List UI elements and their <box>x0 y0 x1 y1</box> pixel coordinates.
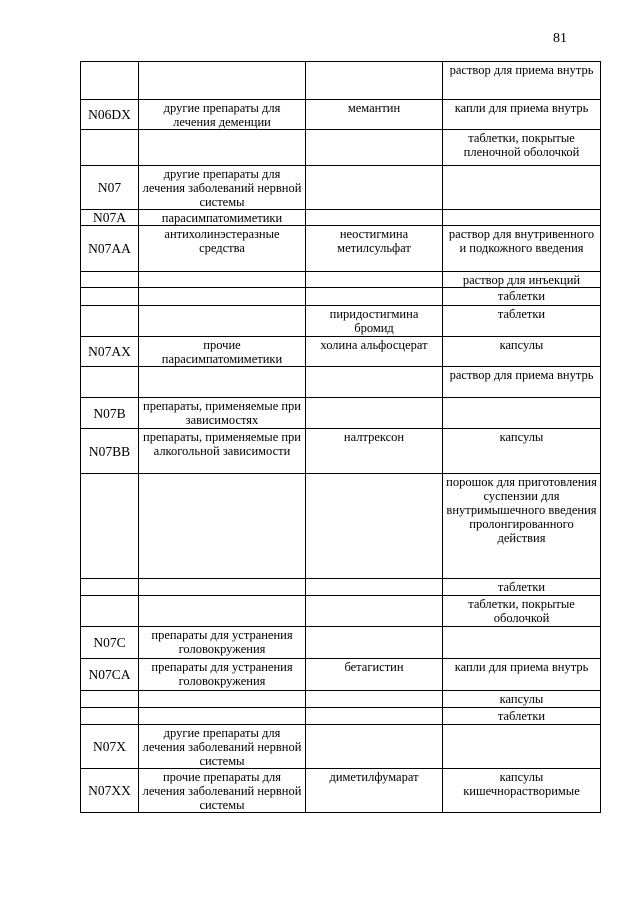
drug-name-cell: пиридостигмина бромид <box>306 306 443 337</box>
pharm-group-cell: парасимпатомиметики <box>139 210 306 226</box>
drug-table <box>80 61 601 813</box>
dosage-form-cell <box>443 627 601 659</box>
table-row <box>81 272 601 288</box>
atc-code-cell <box>81 62 139 100</box>
drug-name-cell <box>306 474 443 579</box>
dosage-form-cell: таблетки, покрытые оболочкой <box>443 596 601 627</box>
pharm-group-cell: препараты для устранения головокружения <box>139 627 306 659</box>
table-row <box>81 708 601 725</box>
atc-code-cell: N07B <box>81 398 139 429</box>
dosage-form-cell: капсулы <box>443 691 601 708</box>
drug-name-cell <box>306 725 443 769</box>
table-row <box>81 596 601 627</box>
drug-name-cell <box>306 288 443 306</box>
table-row <box>81 579 601 596</box>
atc-code-cell <box>81 579 139 596</box>
pharm-group-cell: другие препараты для лечения деменции <box>139 100 306 130</box>
dosage-form-cell: раствор для внутривенного и подкожного введения <box>443 226 601 272</box>
table-row <box>81 306 601 337</box>
dosage-form-cell <box>443 166 601 210</box>
drug-name-cell: налтрексон <box>306 429 443 474</box>
pharm-group-cell <box>139 596 306 627</box>
atc-code-cell: N07C <box>81 627 139 659</box>
table-row <box>81 627 601 659</box>
atc-code-cell <box>81 306 139 337</box>
dosage-form-cell: капсулы кишечнорастворимые <box>443 769 601 813</box>
pharm-group-cell: препараты, применяемые при алкогольной зависимости <box>139 429 306 474</box>
dosage-form-cell: таблетки <box>443 579 601 596</box>
table-row <box>81 210 601 226</box>
dosage-form-cell <box>443 210 601 226</box>
pharm-group-cell: другие препараты для лечения заболеваний нервной системы <box>139 166 306 210</box>
pharm-group-cell <box>139 691 306 708</box>
table-row <box>81 100 601 130</box>
dosage-form-cell <box>443 398 601 429</box>
table-row <box>81 691 601 708</box>
atc-code-cell <box>81 130 139 166</box>
dosage-form-cell: таблетки, покрытые пленочной оболочкой <box>443 130 601 166</box>
drug-name-cell: холина альфосцерат <box>306 337 443 367</box>
table-row <box>81 130 601 166</box>
table-row <box>81 429 601 474</box>
pharm-group-cell <box>139 367 306 398</box>
dosage-form-cell: таблетки <box>443 288 601 306</box>
dosage-form-cell: капсулы <box>443 429 601 474</box>
atc-code-cell <box>81 272 139 288</box>
atc-code-cell <box>81 596 139 627</box>
pharm-group-cell <box>139 306 306 337</box>
dosage-form-cell: раствор для инъекций <box>443 272 601 288</box>
table-row <box>81 659 601 691</box>
atc-code-cell: N06DX <box>81 100 139 130</box>
table-row <box>81 62 601 100</box>
pharm-group-cell <box>139 272 306 288</box>
pharm-group-cell: прочие парасимпатомиметики <box>139 337 306 367</box>
drug-name-cell: неостигмина метилсульфат <box>306 226 443 272</box>
atc-code-cell: N07BB <box>81 429 139 474</box>
drug-name-cell <box>306 398 443 429</box>
dosage-form-cell: капли для приема внутрь <box>443 100 601 130</box>
pharm-group-cell: препараты для устранения головокружения <box>139 659 306 691</box>
atc-code-cell: N07XX <box>81 769 139 813</box>
table-row <box>81 725 601 769</box>
table-row <box>81 337 601 367</box>
drug-name-cell <box>306 130 443 166</box>
atc-code-cell: N07CA <box>81 659 139 691</box>
drug-name-cell <box>306 691 443 708</box>
table-row <box>81 474 601 579</box>
dosage-form-cell: капли для приема внутрь <box>443 659 601 691</box>
drug-name-cell <box>306 166 443 210</box>
drug-table-body <box>81 62 601 813</box>
dosage-form-cell: таблетки <box>443 708 601 725</box>
table-row <box>81 769 601 813</box>
atc-code-cell <box>81 474 139 579</box>
table-row <box>81 166 601 210</box>
atc-code-cell <box>81 691 139 708</box>
dosage-form-cell <box>443 725 601 769</box>
dosage-form-cell: таблетки <box>443 306 601 337</box>
dosage-form-cell: раствор для приема внутрь <box>443 62 601 100</box>
pharm-group-cell: препараты, применяемые при зависимостях <box>139 398 306 429</box>
drug-name-cell <box>306 367 443 398</box>
drug-name-cell <box>306 596 443 627</box>
dosage-form-cell: капсулы <box>443 337 601 367</box>
atc-code-cell: N07AX <box>81 337 139 367</box>
pharm-group-cell <box>139 130 306 166</box>
atc-code-cell: N07A <box>81 210 139 226</box>
atc-code-cell <box>81 708 139 725</box>
drug-name-cell: мемантин <box>306 100 443 130</box>
dosage-form-cell: порошок для приготовления суспензии для внутримышечного введения пролонгированного действия <box>443 474 601 579</box>
page-number: 81 <box>553 31 567 46</box>
pharm-group-cell <box>139 62 306 100</box>
pharm-group-cell: другие препараты для лечения заболеваний нервной системы <box>139 725 306 769</box>
drug-name-cell <box>306 579 443 596</box>
drug-name-cell <box>306 272 443 288</box>
drug-name-cell <box>306 708 443 725</box>
drug-name-cell: диметилфумарат <box>306 769 443 813</box>
dosage-form-cell: раствор для приема внутрь <box>443 367 601 398</box>
table-row <box>81 398 601 429</box>
table-row <box>81 367 601 398</box>
atc-code-cell <box>81 288 139 306</box>
atc-code-cell: N07AA <box>81 226 139 272</box>
drug-name-cell <box>306 210 443 226</box>
pharm-group-cell <box>139 474 306 579</box>
table-row <box>81 226 601 272</box>
drug-name-cell: бетагистин <box>306 659 443 691</box>
atc-code-cell <box>81 367 139 398</box>
pharm-group-cell <box>139 708 306 725</box>
drug-name-cell <box>306 627 443 659</box>
pharm-group-cell <box>139 288 306 306</box>
atc-code-cell: N07 <box>81 166 139 210</box>
pharm-group-cell: антихолинэстеразные средства <box>139 226 306 272</box>
drug-name-cell <box>306 62 443 100</box>
pharm-group-cell: прочие препараты для лечения заболеваний нервной системы <box>139 769 306 813</box>
table-row <box>81 288 601 306</box>
pharm-group-cell <box>139 579 306 596</box>
atc-code-cell: N07X <box>81 725 139 769</box>
